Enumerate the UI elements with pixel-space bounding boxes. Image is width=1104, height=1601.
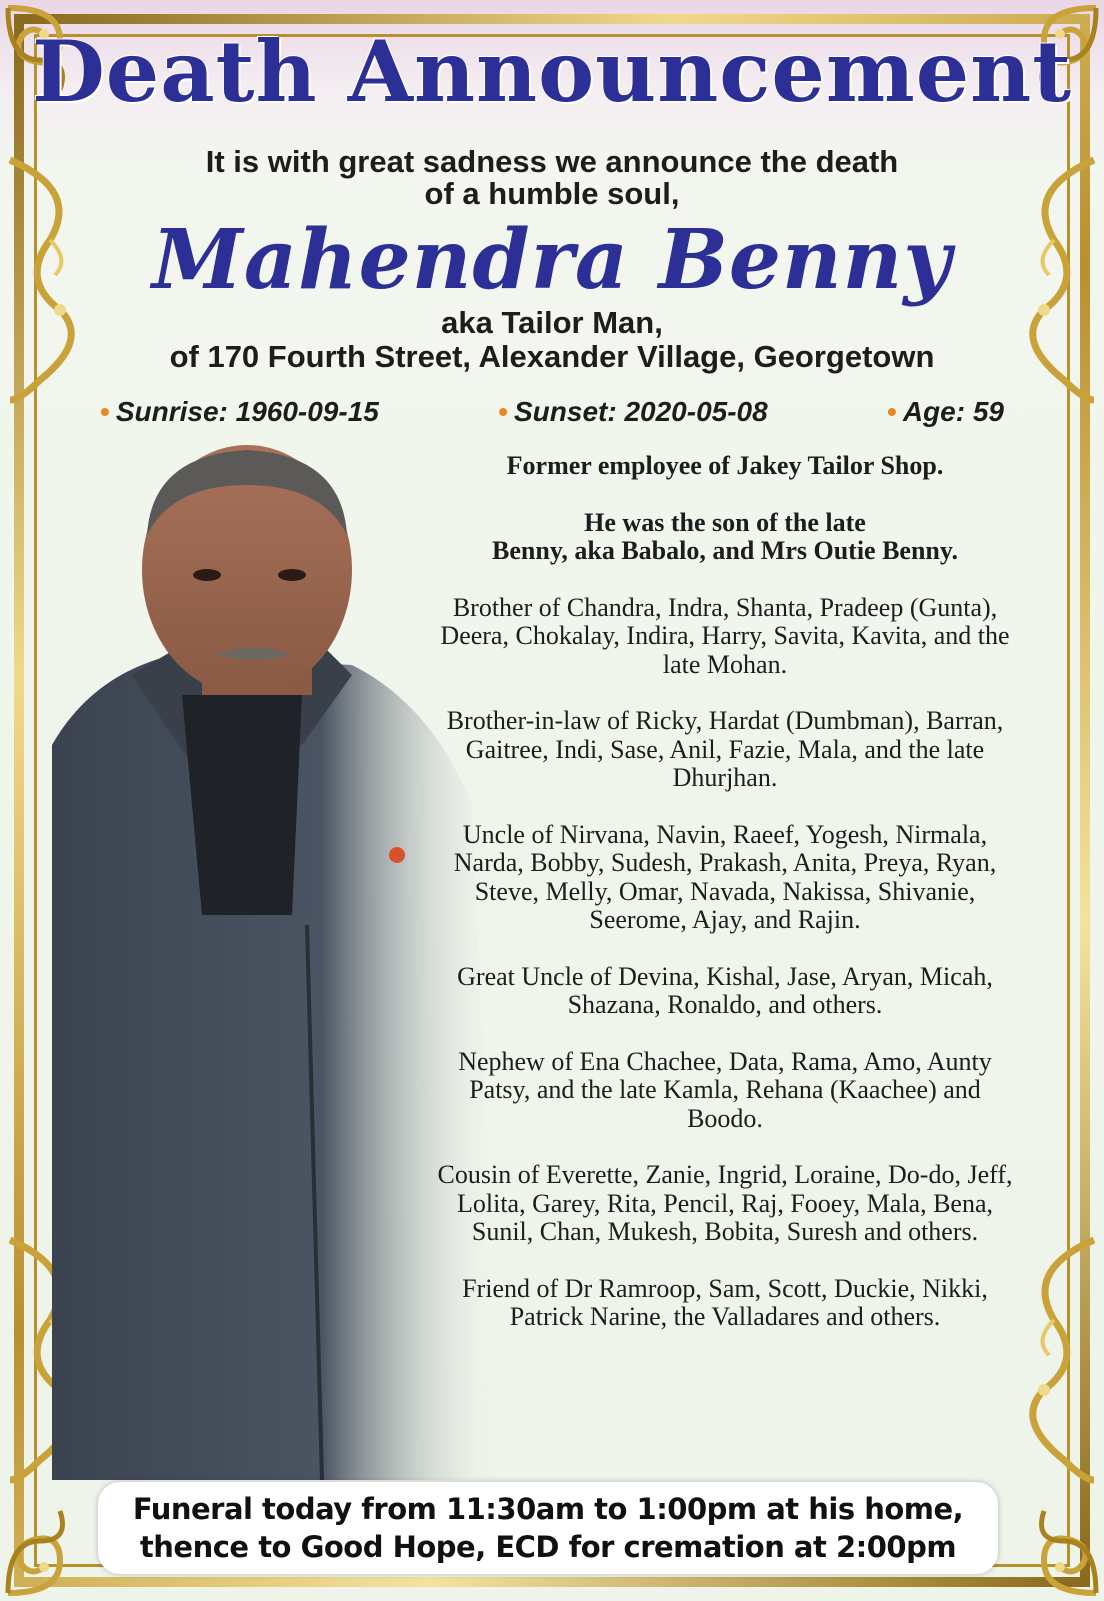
scroll-ornament-icon [1014,1230,1104,1490]
aka-text: aka Tailor Man, [441,305,663,340]
intro-line-1: It is with great sadness we announce the death [205,144,899,179]
corner-ornament-icon [984,1481,1104,1601]
parents-line-1: He was the son of the late [584,507,866,537]
age-item [887,396,1004,428]
dates-row [100,396,1004,428]
parents-line-2: Benny, aka Babalo, and Mrs Outie Benny. [492,536,958,565]
funeral-notice [98,1482,998,1574]
aka-block [0,306,1104,374]
bullet-icon: • [887,396,897,427]
sunrise-text: Sunrise: 1960-09-15 [115,396,379,427]
parents-text [430,509,1020,566]
brother-in-law-text: Brother-in-law of Ricky, Hardat (Dumbman), Barran, Gaitree, Indi, Sase, Anil, Fazie, Mala, and the late Dhurjhan. [446,706,1004,792]
brother-text: Brother of Chandra, Indra, Shanta, Pradeep (Gunta), Deera, Chokalay, Indira, Harry, Savita, Kavita, and the late Mohan. [440,592,1010,679]
sunset-text: Sunset: 2020-05-08 [514,396,768,427]
intro-line-2: of a humble soul, [424,176,680,211]
biography [430,452,1020,1360]
deceased-name: Mahendra Benny [152,212,952,308]
bullet-icon: • [100,396,110,427]
uncle-text: Uncle of Nirvana, Navin, Raeef, Yogesh, Nirmala, Narda, Bobby, Sudesh, Prakash, Anita, Preya, Ryan, Steve, Melly, Omar, Navada, Nakissa, Shivanie, Seerome, Ajay, and Rajin. [453,819,997,934]
funeral-line-2: thence to Good Hope, ECD for cremation at 2:00pm [139,1530,957,1564]
great-uncle-text: Great Uncle of Devina, Kishal, Jase, Aryan, Micah, Shazana, Ronaldo, and others. [457,961,993,1019]
sunrise-item [100,396,379,428]
employment-text: Former employee of Jakey Tailor Shop. [506,451,944,480]
friend-text: Friend of Dr Ramroop, Sam, Scott, Duckie, Nikki, Patrick Narine, the Valladares and others. [462,1273,988,1331]
sunset-item [498,396,768,428]
address-text: of 170 Fourth Street, Alexander Village, Georgetown [169,339,935,374]
age-text: Age: 59 [902,396,1004,427]
intro-text [0,146,1104,210]
nephew-text: Nephew of Ena Chachee, Data, Rama, Amo, Aunty Patsy, and the late Kamla, Rehana (Kaachee) and Boodo. [458,1046,992,1133]
bullet-icon: • [498,396,508,427]
page-title: Death Announcement [31,22,1073,121]
funeral-line-1: Funeral today from 11:30am to 1:00pm at his home, [132,1492,964,1526]
cousin-text: Cousin of Everette, Zanie, Ingrid, Loraine, Do-do, Jeff, Lolita, Garey, Rita, Pencil, Raj, Fooey, Mala, Bena, Sunil, Chan, Mukesh, Bobita, Suresh and others. [437,1160,1013,1246]
